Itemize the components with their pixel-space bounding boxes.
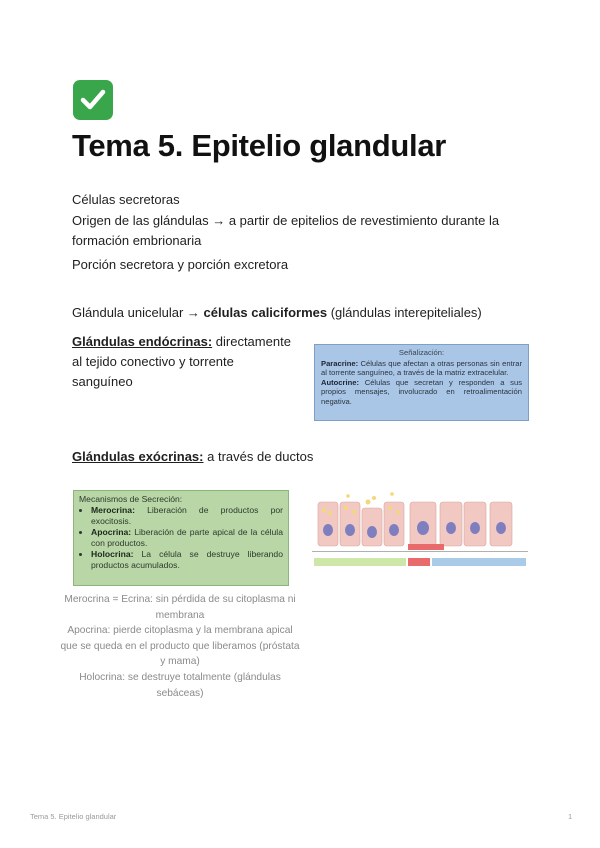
- endocrine-label-bar: [408, 558, 430, 566]
- unicelular-bold: células caliciformes: [203, 305, 328, 320]
- divider: [312, 551, 528, 552]
- mecanismo-merocrina: [91, 505, 283, 527]
- unicelular-line: [72, 303, 482, 323]
- apocrina-text: Liberación de parte apical de la célula con productos.: [91, 527, 283, 548]
- mecanismo-apocrina: [91, 527, 283, 549]
- holocrina-label: Holocrina:: [91, 549, 134, 559]
- mecanismo-holocrina: [91, 549, 283, 571]
- unicelular-prefix: Glándula unicelular →: [72, 305, 204, 320]
- note-apocrina: Apocrina: pierde citoplasma y la membrana apical que se queda en el producto que liberamos (próstata y mama): [60, 625, 300, 668]
- intro-line-origen: Origen de las glándulas → a partir de epitelios de revestimiento durante la formación embrionaria: [72, 213, 500, 248]
- autocrine-text: Células que secretan y responden a sus propios mensajes, involucrado en retroalimentación negativa.: [321, 377, 522, 406]
- merocrina-label: Merocrina:: [91, 505, 135, 515]
- autocrine-label: Autocrine:: [321, 377, 359, 387]
- merocrina-text: Liberación de productos por exocitosis.: [91, 505, 283, 526]
- intro-line-porcion: Porción secretora y porción excretora: [72, 257, 289, 272]
- exocrine-label-bar: [314, 558, 406, 566]
- paracrine-text: Células que afectan a otras personas sin entrar al torrente sanguíneo, a través de la matriz extracelular.: [321, 358, 522, 378]
- page-title: Tema 5. Epitelio glandular: [72, 128, 447, 163]
- endocrinas-paragraph: [72, 332, 292, 392]
- senalizacion-box: [314, 344, 529, 421]
- exocrinas-line: [72, 447, 313, 467]
- senalizacion-header: Señalización:: [398, 348, 445, 357]
- secretion-notes: [60, 592, 300, 701]
- signaling-label-bar: [432, 558, 526, 566]
- exocrinas-label: Glándulas exócrinas:: [72, 449, 204, 464]
- autocrine-entry: [321, 378, 522, 407]
- endocrinas-label: Glándulas endócrinas:: [72, 334, 213, 349]
- note-holocrina: Holocrina: se destruye totalmente (glándulas sebáceas): [79, 671, 281, 699]
- secretion-mechanisms-diagram: [312, 488, 528, 570]
- checkmark-icon: [73, 80, 113, 120]
- paracrine-label: Paracrine:: [321, 358, 359, 368]
- note-merocrina: Merocrina = Ecrina: sin pérdida de su citoplasma ni membrana: [64, 594, 296, 621]
- exocrinas-text: a través de ductos: [203, 449, 314, 464]
- footer-title: Tema 5. Epitelio glandular: [30, 812, 117, 821]
- mecanismos-header: Mecanismos de Secreción:: [79, 494, 183, 504]
- holocrine-band: [408, 544, 444, 550]
- paracrine-entry: [321, 359, 522, 378]
- intro-line-secretoras: Células secretoras: [72, 192, 180, 207]
- page-number: 1: [568, 812, 573, 821]
- endocrinas-text: directamente al tejido conectivo y torrente sanguíneo: [72, 334, 291, 389]
- apocrina-label: Apocrina:: [91, 527, 132, 537]
- holocrina-text: La célula se destruye liberando productos acumulados.: [91, 549, 283, 570]
- mecanismos-box: [73, 490, 289, 586]
- unicelular-suffix: (glándulas interepiteliales): [327, 305, 482, 320]
- mecanismos-list: [79, 505, 283, 571]
